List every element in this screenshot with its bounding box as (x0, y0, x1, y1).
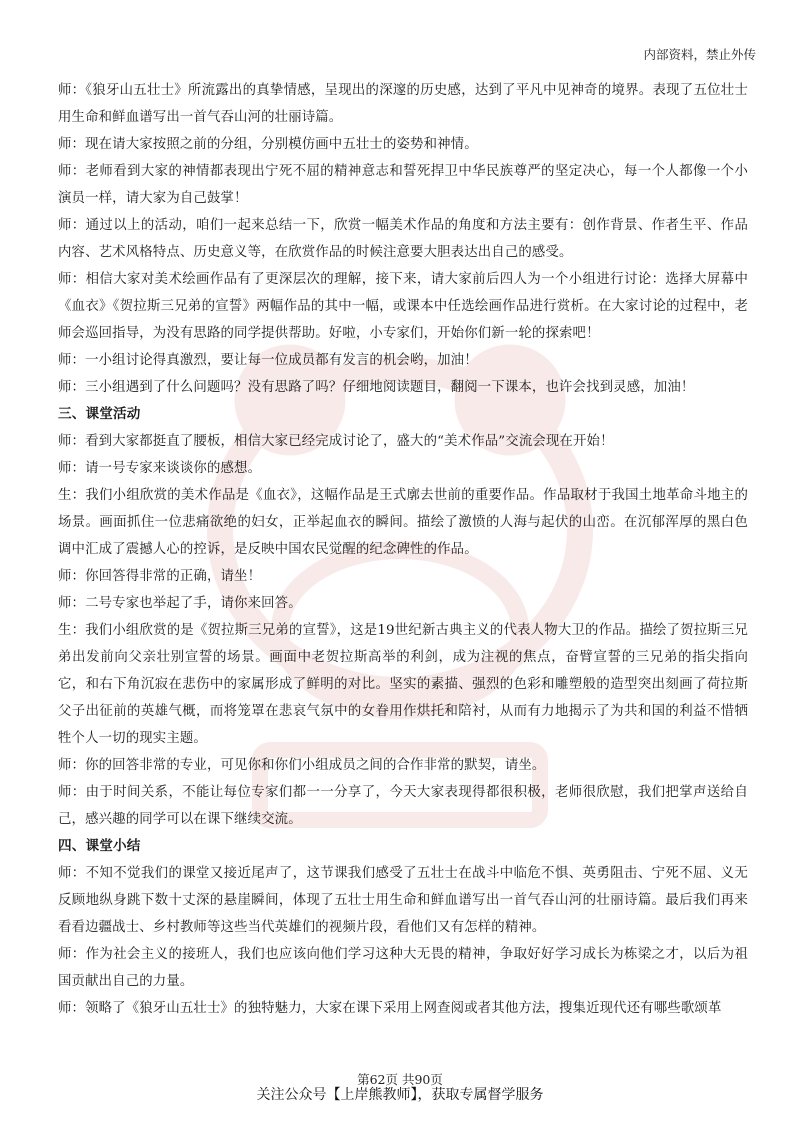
paragraph: 生：我们小组欣赏的是《贺拉斯三兄弟的宣誓》，这是19世纪新古典主义的代表人物大卫的作品。描绘了贺拉斯三兄弟出发前向父亲壮别宣誓的场景。画面中老贺拉斯高举的利剑，成为注视的焦点，奋臂宣誓的三兄弟的指尖指向它，和右下角沉寂在悲伤中的家属形成了鲜明的对比。坚实的素描、强烈的色彩和雕塑般的造型突出刻画了荷拉斯父子出征前的英雄气概，而将笼罩在悲哀气氛中的女眷用作烘托和陪衬，从而有力地揭示了为共和国的利益不惜牺牲个人一切的现实主题。 (58, 623, 748, 746)
paragraph: 师：三小组遇到了什么问题吗？没有思路了吗？仔细地阅读题目，翻阅一下课本，也许会找到灵感，加油！ (58, 380, 695, 395)
paragraph: 师：相信大家对美术绘画作品有了更深层次的理解，接下来，请大家前后四人为一个小组进行讨论：选择大屏幕中《血衣》《贺拉斯三兄弟的宣誓》两幅作品的其中一幅，或课本中任选绘画作品进行赏析。在大家讨论的过程中，老师会巡回指导，为没有思路的同学提供帮助。好啦，小专家们，开始你们新一轮的探索吧！ (58, 272, 748, 341)
paragraph: 师：你回答得非常的正确，请坐！ (58, 569, 262, 584)
paragraph: 师：二号专家也举起了手，请你来回答。 (58, 596, 302, 611)
paragraph: 师：通过以上的活动，咱们一起来总结一下，欣赏一幅美术作品的角度和方法主要有：创作背景、作者生平、作品内容、艺术风格特点、历史意义等，在欣赏作品的时候注意要大胆表达出自己的感受。 (58, 218, 748, 260)
paragraph: 师：一小组讨论得真激烈，要让每一位成员都有发言的机会哟，加油！ (58, 353, 478, 368)
paragraph: 生：我们小组欣赏的美术作品是《血衣》，这幅作品是王式廓去世前的重要作品。作品取材于我国土地革命斗地主的场景。画面抓住一位悲痛欲绝的妇女，正举起血衣的瞬间。描绘了激愤的人海与起伏的山峦。在沉郁浑厚的黑白色调中汇成了震撼人心的控诉，是反映中国农民觉醒的纪念碑性的作品。 (58, 488, 748, 557)
paragraph: 师：看到大家都挺直了腰板，相信大家已经完成讨论了，盛大的“美术作品”交流会现在开始！ (58, 434, 614, 449)
footer-promo-text: 关注公众号【上岸熊教师】，获取专属督学服务 (256, 1087, 544, 1103)
section-heading-summary: 四、课堂小结 (58, 838, 141, 854)
paragraph: 师：不知不觉我们的课堂又接近尾声了，这节课我们感受了五壮士在战斗中临危不惧、英勇阻击、宁死不屈、义无反顾地纵身跳下数十丈深的悬崖瞬间，体现了五壮士用生命和鲜血谱写出一首气吞山河的壮丽诗篇。最后我们再来看看边疆战士、乡村教师等这些当代英雄们的视频片段，看他们又有怎样的精神。 (58, 866, 748, 935)
paragraph: 师：你的回答非常的专业，可见你和你们小组成员之间的合作非常的默契，请坐。 (58, 758, 546, 773)
paragraph: 师：《狼牙山五壮士》所流露出的真挚情感，呈现出的深邃的历史感，达到了平凡中见神奇的境界。表现了五位壮士用生命和鲜血谱写出一首气吞山河的壮丽诗篇。 (58, 83, 748, 125)
paragraph: 师：由于时间关系，不能让每位专家们都一一分享了，今天大家表现得都很积极，老师很欣慰，我们把掌声送给自己，感兴趣的同学可以在课下继续交流。 (58, 785, 748, 827)
paragraph: 师：老师看到大家的神情都表现出宁死不屈的精神意志和誓死捍卫中华民族尊严的坚定决心，每一个人都像一个小演员一样，请大家为自己鼓掌！ (58, 164, 748, 206)
header-confidential-note: 内部资料，禁止外传 (643, 47, 756, 62)
section-heading-activity: 三、课堂活动 (58, 406, 141, 422)
document-body (58, 77, 748, 1022)
page-number: 第62页 共90页 (357, 1072, 443, 1087)
paragraph: 师：领略了《狼牙山五壮士》的独特魅力，大家在课下采用上网查阅或者其他方法，搜集近现代还有哪些歌颂革 (58, 1001, 722, 1016)
paragraph: 师：作为社会主义的接班人，我们也应该向他们学习这种大无畏的精神，争取好好学习成长为栋梁之才，以后为祖国贡献出自己的力量。 (58, 947, 748, 989)
paragraph: 师：现在请大家按照之前的分组，分别模仿画中五壮士的姿势和神情。 (58, 137, 478, 152)
paragraph: 师：请一号专家来谈谈你的感想。 (58, 461, 262, 476)
